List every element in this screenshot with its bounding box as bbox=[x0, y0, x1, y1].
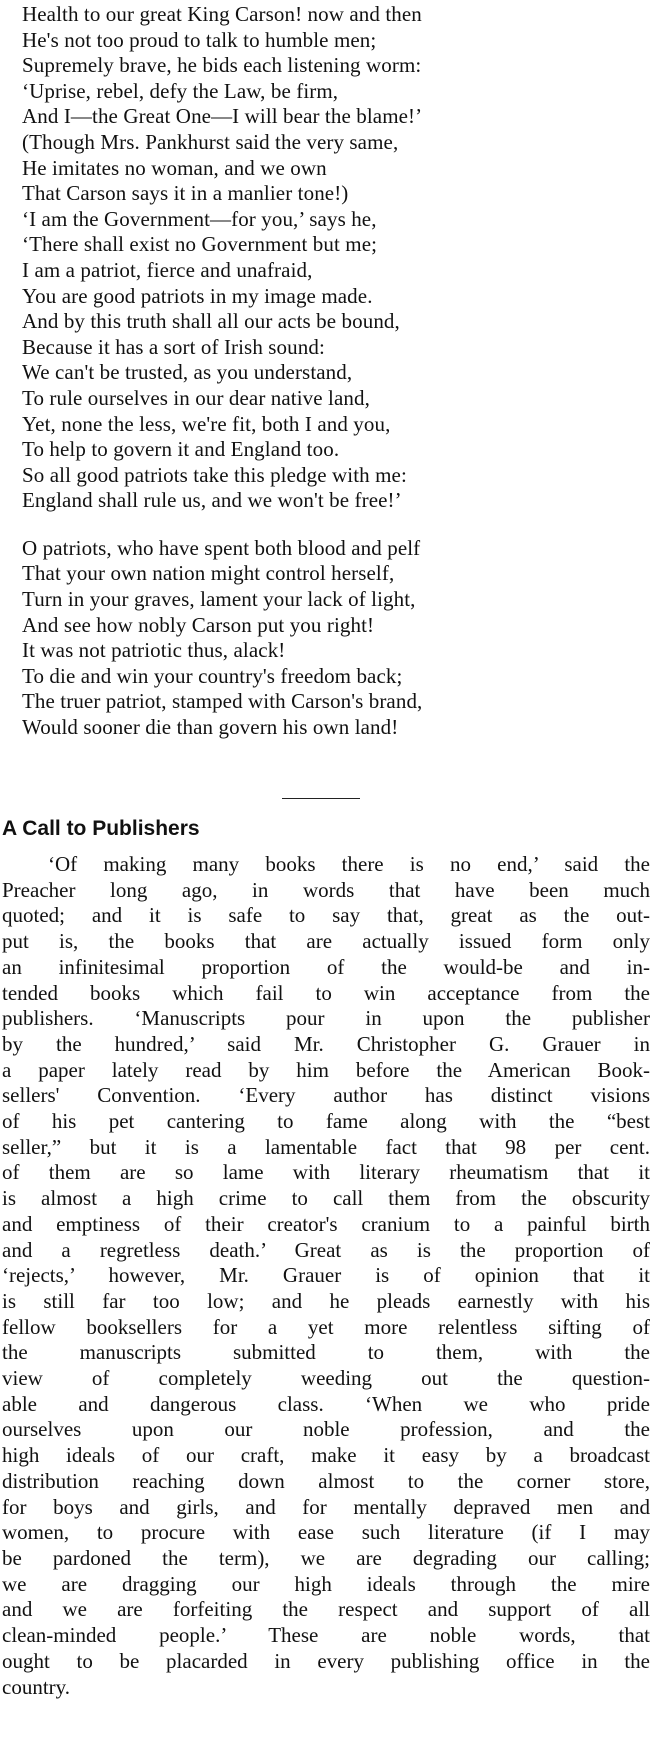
poem-stanza-1 bbox=[22, 2, 652, 514]
poem bbox=[22, 2, 652, 741]
text-line: To rule ourselves in our dear native land, bbox=[22, 385, 370, 410]
text-line: Health to our great King Carson! now and then bbox=[22, 2, 422, 26]
text-line: The truer patriot, stamped with Carson's brand, bbox=[22, 689, 423, 714]
text-line: we are dragging our high ideals through the mire bbox=[2, 1571, 650, 1596]
text-line: sellers' Convention. ‘Every author has distinct visions bbox=[2, 1083, 650, 1108]
text-line: Because it has a sort of Irish sound: bbox=[22, 334, 325, 359]
text-line: I am a patriot, fierce and unafraid, bbox=[22, 257, 313, 282]
text-line: quoted; and it is safe to say that, great as the out- bbox=[2, 903, 650, 928]
text-line: And by this truth shall all our acts be bound, bbox=[22, 309, 400, 334]
text-line: Preacher long ago, in words that have been much bbox=[2, 877, 650, 902]
article-heading: A Call to Publishers bbox=[2, 817, 200, 840]
poem-stanza-2 bbox=[22, 536, 652, 741]
text-line: put is, the books that are actually issued form only bbox=[2, 929, 650, 954]
text-line: Supremely brave, he bids each listening worm: bbox=[22, 53, 422, 78]
text-line: That Carson says it in a manlier tone!) bbox=[22, 181, 349, 206]
text-line: And I—the Great One—I will bear the blame!’ bbox=[22, 104, 423, 129]
text-line: fellow booksellers for a yet more relentless sifting of bbox=[2, 1314, 650, 1339]
text-line: and a regretless death.’ Great as is the proportion of bbox=[2, 1237, 650, 1262]
section-divider bbox=[282, 798, 360, 799]
text-line: clean-minded people.’ These are noble words, that bbox=[2, 1623, 650, 1648]
text-line: To help to govern it and England too. bbox=[22, 437, 340, 462]
text-line: We can't be trusted, as you understand, bbox=[22, 360, 353, 385]
text-line: He imitates no woman, and we own bbox=[22, 155, 327, 180]
text-line: He's not too proud to talk to humble men; bbox=[22, 27, 377, 52]
text-line: is almost a high crime to call them from the obscurity bbox=[2, 1186, 650, 1211]
text-line: ‘I am the Government—for you,’ says he, bbox=[22, 206, 377, 231]
text-line: ought to be placarded in every publishing office in the bbox=[2, 1648, 650, 1673]
text-line: high ideals of our craft, make it easy by a broadcast bbox=[2, 1443, 650, 1468]
text-line: view of completely weeding out the question- bbox=[2, 1366, 650, 1391]
text-line: able and dangerous class. ‘When we who pride bbox=[2, 1391, 650, 1416]
text-line: an infinitesimal proportion of the would-be and in- bbox=[2, 954, 650, 979]
text-line: is still far too low; and he pleads earnestly with his bbox=[2, 1288, 650, 1313]
text-line: ‘Uprise, rebel, defy the Law, be firm, bbox=[22, 78, 339, 103]
text-line: be pardoned the term), we are degrading our calling; bbox=[2, 1545, 650, 1570]
text-line: publishers. ‘Manuscripts pour in upon the publisher bbox=[2, 1006, 650, 1031]
text-line: of them are so lame with literary rheumatism that it bbox=[2, 1160, 650, 1185]
text-line: ‘Of making many books there is no end,’ said the bbox=[48, 852, 650, 876]
text-line: for boys and girls, and for mentally depraved men and bbox=[2, 1494, 650, 1519]
text-line: O patriots, who have spent both blood and pelf bbox=[22, 535, 421, 560]
text-line: women, to procure with ease such literature (if I may bbox=[2, 1520, 650, 1545]
text-line: Would sooner die than govern his own land! bbox=[22, 715, 399, 740]
article-body bbox=[2, 852, 650, 1700]
text-line: It was not patriotic thus, alack! bbox=[22, 638, 286, 663]
text-line: So all good patriots take this pledge with me: bbox=[22, 462, 407, 487]
text-line: and emptiness of their creator's cranium to a painful birth bbox=[2, 1211, 650, 1236]
text-line: ourselves upon our noble profession, and the bbox=[2, 1417, 650, 1442]
text-line: Yet, none the less, we're fit, both I and you, bbox=[22, 411, 391, 436]
text-line: Turn in your graves, lament your lack of light, bbox=[22, 587, 416, 612]
text-line: distribution reaching down almost to the corner store, bbox=[2, 1468, 650, 1493]
text-line: of his pet cantering to fame along with the “best bbox=[2, 1109, 650, 1134]
text-line: by the hundred,’ said Mr. Christopher G. Grauer in bbox=[2, 1031, 650, 1056]
text-line: (Though Mrs. Pankhurst said the very same, bbox=[22, 129, 399, 154]
text-line: the manuscripts submitted to them, with the bbox=[2, 1340, 650, 1365]
text-line: country. bbox=[2, 1674, 71, 1699]
text-line: To die and win your country's freedom back; bbox=[22, 663, 403, 688]
text-line: ‘There shall exist no Government but me; bbox=[22, 232, 378, 257]
text-line: tended books which fail to win acceptance from the bbox=[2, 980, 650, 1005]
text-line: ‘rejects,’ however, Mr. Grauer is of opinion that it bbox=[2, 1263, 650, 1288]
text-line: England shall rule us, and we won't be free!’ bbox=[22, 488, 402, 513]
text-line: That your own nation might control herself, bbox=[22, 561, 395, 586]
text-line: You are good patriots in my image made. bbox=[22, 283, 373, 308]
text-line: a paper lately read by him before the American Book- bbox=[2, 1057, 650, 1082]
text-line: seller,” but it is a lamentable fact that 98 per cent. bbox=[2, 1134, 650, 1159]
text-line: and we are forfeiting the respect and support of all bbox=[2, 1597, 650, 1622]
text-line: And see how nobly Carson put you right! bbox=[22, 612, 375, 637]
